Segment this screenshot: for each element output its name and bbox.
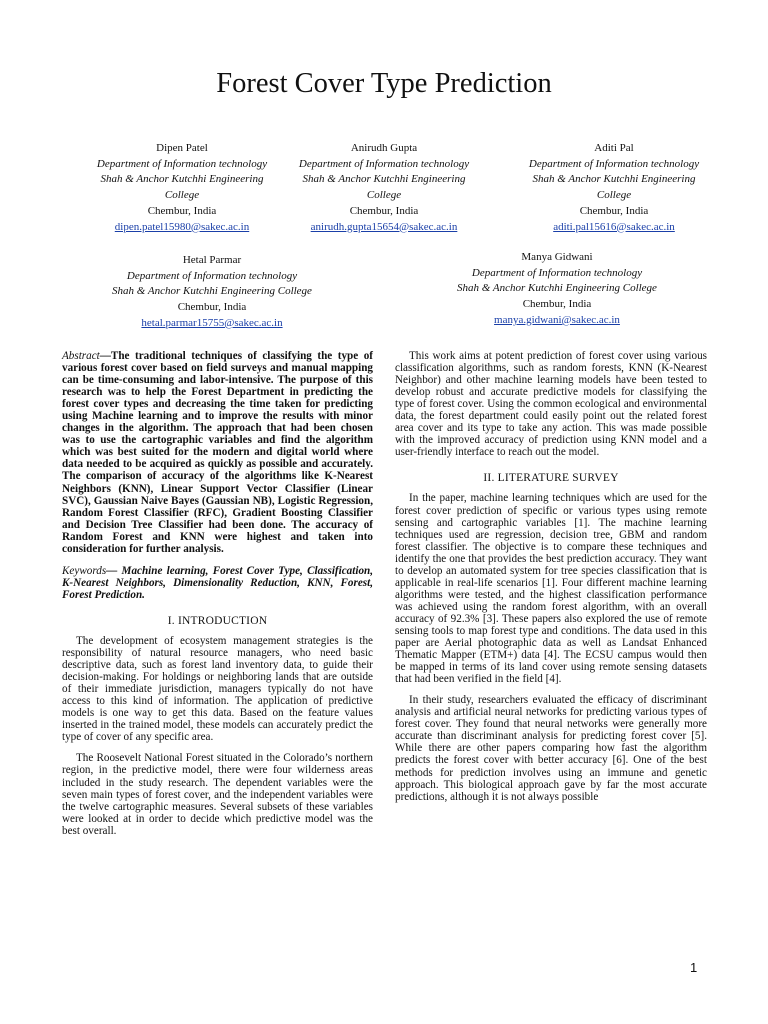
author-email-link[interactable]: aditi.pal15616@sakec.ac.in [553, 220, 675, 233]
paragraph: In their study, researchers evaluated the efficacy of discriminant analysis and artificial neural networks for predicting various types of forest cover. They found that neural networks were generally more accurate than discriminant analysis for predicting forest cover [5]. While there are other papers comparing how fast the algorithm predicts the forest cover with better accuracy [6]. One of the best methods for prediction involves using an immune and genetic approach. This biological approach gave by far the most accurate predictions, although it is not always possible [395, 694, 707, 803]
abstract-label: Abstract [62, 350, 100, 362]
section-heading-literature-survey: II. LITERATURE SURVEY [483, 472, 619, 485]
author-city: Chembur, India [579, 204, 649, 217]
author-name: Aditi Pal [594, 142, 634, 154]
author-block-2 [254, 141, 514, 235]
abstract-text: —The traditional techniques of classifying the type of various forest cover based on field surveys and manual mapping can be time-consuming and labor-intensive. The purpose of this research was to help the Forest Department in predicting the forest cover types and decreasing the time taken for predicting using Machine learning and to improve the results with minor changes in the algorithm. The approach that had been chosen was to use the cartographic variables and find the algorithm which was best suited for the modern and digital world where data needed to be acquired as quickly as possible and accurately. The comparison of accuracy of the algorithms like K-Nearest Neighbors (KNN), Linear Support Vector Classifier (Linear SVC), Gaussian Naive Bayes (Gaussian NB), Logistic Regression, Random Forest Classifier (RFC), Gradient Boosting Classifier and Decision Tree Classifier had been done. The accuracy of Random Forest and KNN were highest and taken into consideration for further analysis. [62, 350, 373, 555]
author-college: Shah & Anchor Kutchhi Engineering [100, 173, 264, 186]
page-number: 1 [690, 960, 698, 975]
author-dept: Department of Information technology [96, 157, 268, 170]
author-name: Anirudh Gupta [350, 142, 418, 154]
keywords-text: — Machine learning, Forest Cover Type, Classification, K-Nearest Neighbors, Dimensionality Reduction, KNN, Forest, Forest Prediction. [62, 564, 373, 601]
paragraph: The Roosevelt National Forest situated in the Colorado’s northern region, in the predictive model, there were four wilderness areas included in the study research. The dependent variables were the seven main types of forest cover, and the independent variables were the twelve cartographic measures. Several subsets of these variables were looked at in order to decide which predictive model was the best overall. [62, 752, 373, 837]
author-college: College [366, 189, 402, 202]
author-email-link[interactable]: dipen.patel15980@sakec.ac.in [114, 220, 250, 233]
author-block-4 [82, 253, 342, 332]
author-email-link[interactable]: manya.gidwani@sakec.ac.in [494, 313, 620, 326]
paragraph: In the paper, machine learning techniques which are used for the forest cover prediction of specific or various types using remote sensing and cartographic variables [1]. The machine learning techniques used are regression, decision tree, GBM and random forest classifier. The objective is to compare these techniques and identify the one that provides the best prediction accuracy. They want to develop an automated system for tree species classification that is applicable in real-life scenarios [1]. Four different machine learning algorithms were tested, and the highest classification performance was achieved using the random forest algorithm, with an overall accuracy of 92.3% [3]. These papers also explored the use of remote sensing tools to map forest type and conditions. The data used in this paper are Aerial photographic data as well as Landsat Enhanced Thematic Mapper (ETM+) data [4]. The ECSU campus would then be mapped in terms of its land cover using remote sensing datasets that had been verified in the field [4]. [395, 492, 707, 686]
paragraph: The development of ecosystem management strategies is the responsibility of natural resource managers, who need basic descriptive data, such as forest land inventory data, to guide their decision-making. For holdings or neighboring lands that are outside of their immediate jurisdiction, managers typically do not have access to this kind of information. The application of predictive models is one way to get this data. Based on the feature values inserted in the trained model, these models can accurately predict the type of cover of any specific area. [62, 634, 373, 744]
author-dept: Department of Information technology [126, 269, 298, 282]
author-email-link[interactable]: hetal.parmar15755@sakec.ac.in [141, 316, 283, 329]
author-college: College [164, 189, 200, 202]
author-dept: Department of Information technology [298, 157, 470, 170]
author-name: Hetal Parmar [182, 254, 242, 266]
author-block-5 [427, 250, 687, 329]
right-column [395, 350, 707, 803]
author-college: Shah & Anchor Kutchhi Engineering [302, 173, 466, 186]
paragraph: This work aims at potent prediction of forest cover using various classification algorithms, such as random forests, KNN (K-Nearest Neighbor) and other machine learning models have been tested to develop robust and accurate predictive models for classifying the type of forest cover. Using the common ecological and environmental data, the forest department could easily point out the related forest area cover and its type to take any action. This was made possible with the improved accuracy of prediction using KNN model and a user-friendly interface to reach out the model. [395, 350, 707, 459]
author-city: Chembur, India [349, 204, 419, 217]
author-name: Manya Gidwani [521, 251, 593, 263]
author-city: Chembur, India [147, 204, 217, 217]
author-email-link[interactable]: anirudh.gupta15654@sakec.ac.in [310, 220, 458, 233]
author-dept: Department of Information technology [471, 266, 643, 279]
author-college: Shah & Anchor Kutchhi Engineering College [112, 285, 312, 298]
author-block-3 [484, 141, 744, 235]
left-column [62, 350, 373, 837]
author-name: Dipen Patel [156, 142, 208, 154]
paper-title: Forest Cover Type Prediction [216, 68, 552, 99]
keywords-label: Keywords [62, 564, 107, 577]
author-college: Shah & Anchor Kutchhi Engineering [532, 173, 696, 186]
author-college: Shah & Anchor Kutchhi Engineering College [457, 282, 657, 295]
section-heading-introduction: I. INTRODUCTION [167, 614, 268, 627]
author-college: College [596, 189, 632, 202]
author-dept: Department of Information technology [528, 157, 700, 170]
keywords [62, 565, 373, 601]
author-city: Chembur, India [177, 301, 247, 314]
author-city: Chembur, India [522, 298, 592, 311]
abstract [62, 350, 373, 555]
